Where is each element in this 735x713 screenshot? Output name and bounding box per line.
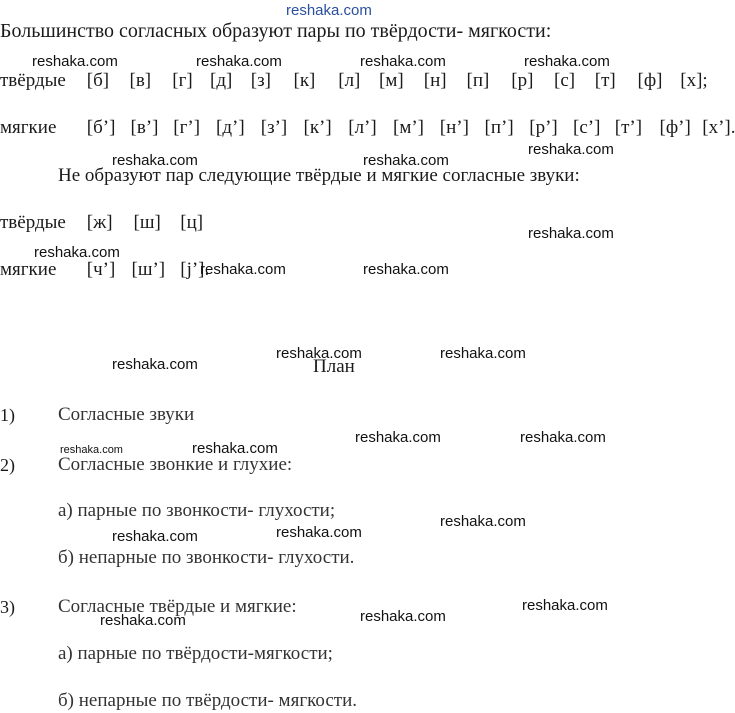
sound: [н] xyxy=(423,70,447,91)
unpaired-soft-label: мягкие xyxy=(0,259,57,280)
watermark: reshaka.com xyxy=(112,356,198,373)
sound: [т’] xyxy=(614,117,643,138)
sound: [б] xyxy=(86,70,110,91)
watermark: reshaka.com xyxy=(192,440,278,457)
sound: [в] xyxy=(129,70,152,91)
watermark: reshaka.com xyxy=(355,429,441,446)
sound: [г’] xyxy=(173,117,201,138)
paired-hard-label: твёрдые xyxy=(0,70,66,91)
watermark: reshaka.com xyxy=(112,152,198,169)
watermark: reshaka.com xyxy=(524,53,610,70)
plan-subitem-text: а) парные по твёрдости-мягкости; xyxy=(58,643,333,664)
sound: [с’] xyxy=(573,117,601,138)
watermark: reshaka.com xyxy=(112,528,198,545)
plan-item-number: 2) xyxy=(0,455,15,475)
sound: [х]; xyxy=(680,70,708,91)
sound: [д] xyxy=(210,70,233,91)
watermark: reshaka.com xyxy=(522,597,608,614)
watermark: reshaka.com xyxy=(360,53,446,70)
watermark: reshaka.com xyxy=(528,225,614,242)
sound: [ш] xyxy=(133,212,161,233)
watermark: reshaka.com xyxy=(276,345,362,362)
plan-title: План xyxy=(313,356,355,377)
sound: [р] xyxy=(511,70,534,91)
unpaired-intro-text: Не образуют пар следующие твёрдые и мягкие согласные звуки: xyxy=(58,165,580,186)
sound: [в’] xyxy=(130,117,159,138)
paired-hard-row xyxy=(0,70,708,92)
watermark: reshaka.com xyxy=(363,261,449,278)
sound: [к] xyxy=(293,70,316,91)
sound: [л] xyxy=(338,70,361,91)
sound: [с] xyxy=(554,70,576,91)
plan-subitem-text: а) парные по звонкости- глухости; xyxy=(58,500,336,521)
sound: [к’] xyxy=(303,117,332,138)
plan-item-text: Согласные звонкие и глухие: xyxy=(58,454,293,475)
watermark: reshaka.com xyxy=(276,524,362,541)
watermark: reshaka.com xyxy=(32,53,118,70)
plan-item-number: 3) xyxy=(0,597,15,617)
watermark: reshaka.com xyxy=(34,244,120,261)
sound: [т] xyxy=(594,70,616,91)
watermark: reshaka.com xyxy=(520,429,606,446)
watermark: reshaka.com xyxy=(363,152,449,169)
plan-subitem-text: б) непарные по твёрдости- мягкости. xyxy=(58,690,358,711)
sound: [б’] xyxy=(86,117,116,138)
sound: [ц] xyxy=(180,212,204,233)
paired-soft-label: мягкие xyxy=(0,117,57,138)
sound: [л’] xyxy=(348,117,377,138)
sound: [д’] xyxy=(216,117,245,138)
watermark: reshaka.com xyxy=(60,444,123,456)
plan-item-text: Согласные твёрдые и мягкие: xyxy=(58,596,297,617)
sound: [ч’] xyxy=(86,259,116,280)
sound: [м] xyxy=(379,70,404,91)
plan-subitem-text: б) непарные по звонкости- глухости. xyxy=(58,547,355,568)
unpaired-soft-row xyxy=(0,259,209,281)
unpaired-hard-label: твёрдые xyxy=(0,212,66,233)
intro-text: Большинство согласных образуют пары по твёрдости- мягкости: xyxy=(0,20,552,42)
sound: [г] xyxy=(172,70,193,91)
plan-item-number: 1) xyxy=(0,405,15,425)
watermark: reshaka.com xyxy=(360,608,446,625)
watermark: reshaka.com xyxy=(196,53,282,70)
sound: [ш’] xyxy=(131,259,166,280)
sound: [п] xyxy=(466,70,490,91)
watermark: reshaka.com xyxy=(440,345,526,362)
sound: [ф] xyxy=(637,70,663,91)
sound: [з’] xyxy=(260,117,288,138)
sound: [н’] xyxy=(439,117,469,138)
sound: [j’]. xyxy=(180,259,210,280)
sound: [п’] xyxy=(484,117,514,138)
unpaired-hard-row xyxy=(0,212,203,234)
sound: [р’] xyxy=(529,117,558,138)
sound: [ж] xyxy=(86,212,113,233)
paired-soft-row xyxy=(0,117,735,139)
sound: [ф’] xyxy=(659,117,691,138)
plan-item-text: Согласные звуки xyxy=(58,404,195,425)
sound: [м’] xyxy=(393,117,425,138)
sound: [х’]. xyxy=(702,117,735,138)
watermark: reshaka.com xyxy=(440,513,526,530)
watermark: reshaka.com xyxy=(100,612,186,629)
watermark: reshaka.com xyxy=(528,141,614,158)
site-watermark[interactable]: reshaka.com xyxy=(286,2,372,19)
sound: [з] xyxy=(250,70,271,91)
watermark: reshaka.com xyxy=(200,261,286,278)
